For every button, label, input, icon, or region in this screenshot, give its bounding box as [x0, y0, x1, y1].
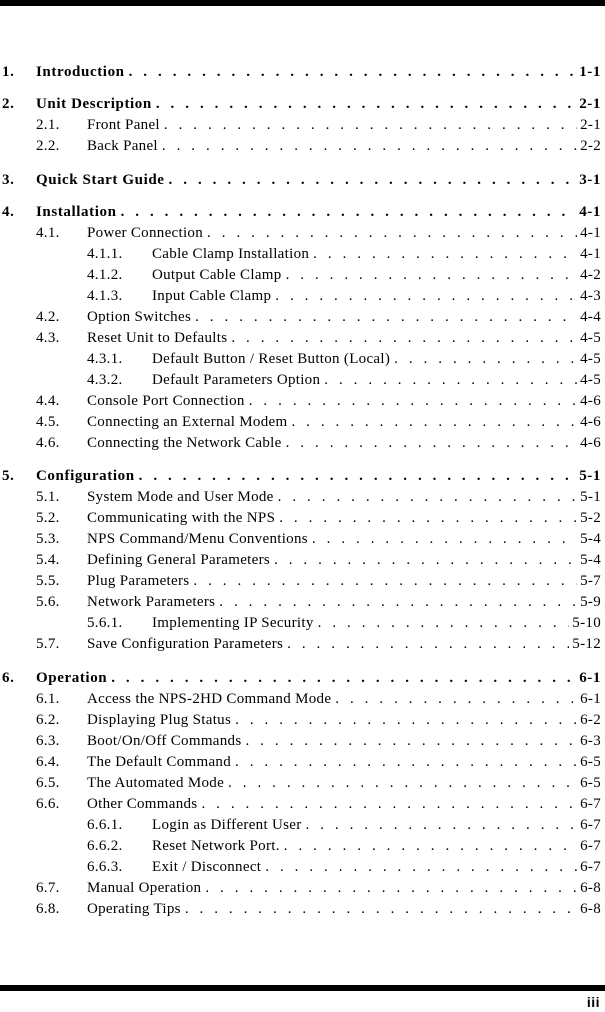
toc-entry-5[interactable] [0, 466, 605, 486]
toc-entry-4-1-3[interactable] [0, 286, 605, 306]
dot-leader [219, 592, 577, 612]
dot-leader [185, 899, 577, 919]
toc-entry-title: Operating Tips [87, 899, 185, 919]
toc-entry-title: Other Commands [87, 794, 201, 814]
toc-entry-4-5[interactable] [0, 412, 605, 432]
toc-entry-5-4[interactable] [0, 550, 605, 570]
toc-entry-number: 5.6. [36, 594, 60, 610]
toc-entry-title: Input Cable Clamp [152, 286, 275, 306]
toc-entry-number: 6.6.1. [87, 817, 123, 833]
toc-entry-page: 5-2 [577, 508, 601, 528]
toc-entry-4-4[interactable] [0, 391, 605, 411]
toc-entry-page: 4-6 [577, 391, 601, 411]
toc-entry-title: Introduction [36, 62, 129, 82]
toc-entry-page: 6-2 [577, 710, 601, 730]
toc-entry-title: The Default Command [87, 752, 235, 772]
toc-entry-page: 4-6 [577, 433, 601, 453]
toc-entry-title: Front Panel [87, 115, 164, 135]
toc-entry-number: 4.2. [36, 309, 60, 325]
toc-entry-title: Network Parameters [87, 592, 219, 612]
toc-entry-number: 4.5. [36, 414, 60, 430]
toc-entry-6-1[interactable] [0, 689, 605, 709]
toc-entry-5-6-1[interactable] [0, 613, 605, 633]
toc-entry-title: Save Configuration Parameters [87, 634, 287, 654]
toc-entry-6-6[interactable] [0, 794, 605, 814]
toc-entry-6[interactable] [0, 668, 605, 688]
toc-entry-page: 6-1 [577, 689, 601, 709]
dot-leader [335, 689, 577, 709]
toc-entry-title: Back Panel [87, 136, 162, 156]
toc-entry-title: Output Cable Clamp [152, 265, 286, 285]
dot-leader [394, 349, 577, 369]
toc-entry-page: 3-1 [576, 170, 601, 190]
toc-entry-number: 6.2. [36, 712, 60, 728]
toc-entry-page: 4-4 [577, 307, 601, 327]
toc-entry-page: 4-5 [577, 370, 601, 390]
toc-entry-number: 5.5. [36, 573, 60, 589]
toc-entry-title: Exit / Disconnect [152, 857, 265, 877]
toc-entry-number: 6.4. [36, 754, 60, 770]
toc-entry-title: Reset Network Port. [152, 836, 284, 856]
toc-entry-page: 5-10 [569, 613, 601, 633]
toc-entry-title: Operation [36, 668, 111, 688]
toc-entry-number: 4. [2, 204, 15, 220]
toc-entry-4-6[interactable] [0, 433, 605, 453]
toc-entry-title: Communicating with the NPS [87, 508, 279, 528]
dot-leader [111, 668, 576, 688]
toc-entry-page: 4-1 [577, 223, 601, 243]
toc-entry-4[interactable] [0, 202, 605, 222]
toc-entry-number: 4.1.1. [87, 246, 123, 262]
toc-entry-page: 4-5 [577, 328, 601, 348]
toc-entry-title: Console Port Connection [87, 391, 249, 411]
dot-leader [312, 529, 577, 549]
toc-entry-4-3[interactable] [0, 328, 605, 348]
toc-entry-page: 5-9 [577, 592, 601, 612]
toc-entry-title: Power Connection [87, 223, 207, 243]
toc-entry-number: 4.6. [36, 435, 60, 451]
dot-leader [286, 433, 577, 453]
toc-entry-page: 5-1 [577, 487, 601, 507]
dot-leader [286, 265, 578, 285]
toc-entry-title: Configuration [36, 466, 139, 486]
toc-entry-number: 4.1.2. [87, 267, 123, 283]
toc-entry-page: 5-12 [569, 634, 601, 654]
toc-entry-page: 4-5 [577, 349, 601, 369]
dot-leader [228, 773, 577, 793]
toc-entry-page: 4-1 [576, 202, 601, 222]
dot-leader [156, 94, 576, 114]
toc-entry-title: Access the NPS-2HD Command Mode [87, 689, 335, 709]
toc-entry-title: Unit Description [36, 94, 156, 114]
toc-entry-page: 6-7 [577, 857, 601, 877]
toc-entry-page: 2-2 [577, 136, 601, 156]
toc-entry-number: 5.4. [36, 552, 60, 568]
toc-entry-5-3[interactable] [0, 529, 605, 549]
toc-entry-page: 4-3 [577, 286, 601, 306]
toc-entry-5-5[interactable] [0, 571, 605, 591]
dot-leader [235, 752, 577, 772]
dot-leader [162, 136, 577, 156]
toc-entry-4-3-2[interactable] [0, 370, 605, 390]
toc-entry-title: Displaying Plug Status [87, 710, 235, 730]
toc-entry-number: 4.3.2. [87, 372, 123, 388]
toc-entry-title: Option Switches [87, 307, 195, 327]
toc-entry-page: 6-7 [577, 836, 601, 856]
toc-entry-page: 4-2 [577, 265, 601, 285]
toc-entry-number: 2.1. [36, 117, 60, 133]
toc-entry-number: 1. [2, 64, 15, 80]
toc-entry-title: Default Button / Reset Button (Local) [152, 349, 394, 369]
toc-entry-number: 5.1. [36, 489, 60, 505]
dot-leader [121, 202, 577, 222]
toc-entry-number: 6.7. [36, 880, 60, 896]
toc-entry-number: 6.6. [36, 796, 60, 812]
toc-entry-page: 4-6 [577, 412, 601, 432]
toc-entry-5-2[interactable] [0, 508, 605, 528]
dot-leader [287, 634, 569, 654]
dot-leader [205, 878, 577, 898]
page-number: iii [586, 994, 600, 1010]
dot-leader [249, 391, 577, 411]
dot-leader [291, 412, 577, 432]
toc-entry-4-2[interactable] [0, 307, 605, 327]
toc-entry-number: 6.8. [36, 901, 60, 917]
toc-entry-number: 3. [2, 172, 15, 188]
toc-entry-number: 5. [2, 468, 15, 484]
toc-entry-title: Plug Parameters [87, 571, 193, 591]
toc-entry-page: 6-8 [577, 878, 601, 898]
bottom-rule [0, 985, 605, 991]
toc-entry-5-6[interactable] [0, 592, 605, 612]
toc-entry-2[interactable] [0, 94, 605, 114]
dot-leader [235, 710, 577, 730]
toc-entry-number: 5.2. [36, 510, 60, 526]
toc-entry-6-5[interactable] [0, 773, 605, 793]
toc-entry-5-7[interactable] [0, 634, 605, 654]
dot-leader [318, 613, 570, 633]
toc-entry-page: 5-4 [577, 550, 601, 570]
toc-entry-title: The Automated Mode [87, 773, 228, 793]
toc-entry-page: 1-1 [576, 62, 601, 82]
dot-leader [306, 815, 578, 835]
toc-entry-4-1-2[interactable] [0, 265, 605, 285]
toc-entry-page: 6-1 [576, 668, 601, 688]
toc-entry-6-2[interactable] [0, 710, 605, 730]
toc-entry-6-6-1[interactable] [0, 815, 605, 835]
dot-leader [274, 550, 577, 570]
dot-leader [164, 115, 577, 135]
toc-entry-6-4[interactable] [0, 752, 605, 772]
toc-entry-number: 2. [2, 96, 15, 112]
toc-entry-6-6-3[interactable] [0, 857, 605, 877]
dot-leader [193, 571, 577, 591]
toc-entry-1[interactable] [0, 62, 605, 82]
toc-entry-5-1[interactable] [0, 487, 605, 507]
toc-entry-3[interactable] [0, 170, 605, 190]
toc-entry-number: 5.6.1. [87, 615, 123, 631]
toc-entry-page: 5-1 [576, 466, 601, 486]
toc-entry-4-1[interactable] [0, 223, 605, 243]
dot-leader [279, 508, 577, 528]
toc-entry-number: 4.1. [36, 225, 60, 241]
toc-entry-number: 4.3.1. [87, 351, 123, 367]
toc-entry-number: 6.6.3. [87, 859, 123, 875]
toc-entry-page: 6-7 [577, 815, 601, 835]
toc-entry-title: Reset Unit to Defaults [87, 328, 231, 348]
toc-entry-2-2[interactable] [0, 136, 605, 156]
toc-entry-page: 6-5 [577, 752, 601, 772]
toc-entry-4-3-1[interactable] [0, 349, 605, 369]
dot-leader [129, 62, 577, 82]
toc-entry-number: 4.3. [36, 330, 60, 346]
dot-leader [201, 794, 577, 814]
dot-leader [207, 223, 577, 243]
toc-entry-title: Connecting the Network Cable [87, 433, 286, 453]
toc-entry-page: 2-1 [576, 94, 601, 114]
toc-entry-page: 2-1 [577, 115, 601, 135]
toc-entry-title: Defining General Parameters [87, 550, 274, 570]
toc-entry-number: 6.3. [36, 733, 60, 749]
toc-entry-page: 6-3 [577, 731, 601, 751]
toc-entry-6-8[interactable] [0, 899, 605, 919]
toc-entry-number: 4.4. [36, 393, 60, 409]
toc-entry-title: Boot/On/Off Commands [87, 731, 245, 751]
toc-entry-number: 5.7. [36, 636, 60, 652]
toc-entry-title: Default Parameters Option [152, 370, 324, 390]
toc-entry-title: NPS Command/Menu Conventions [87, 529, 312, 549]
dot-leader [275, 286, 577, 306]
toc-entry-title: Connecting an External Modem [87, 412, 291, 432]
toc-entry-title: Installation [36, 202, 121, 222]
dot-leader [139, 466, 577, 486]
toc-entry-number: 6. [2, 670, 15, 686]
toc-entry-title: Quick Start Guide [36, 170, 169, 190]
toc-entry-title: Login as Different User [152, 815, 306, 835]
toc-entry-number: 5.3. [36, 531, 60, 547]
toc-entry-6-7[interactable] [0, 878, 605, 898]
toc-entry-page: 5-7 [577, 571, 601, 591]
toc-entry-page: 6-5 [577, 773, 601, 793]
toc-entry-number: 6.5. [36, 775, 60, 791]
toc-entry-page: 4-1 [577, 244, 601, 264]
toc-entry-page: 5-4 [577, 529, 601, 549]
dot-leader [195, 307, 577, 327]
toc-entry-title: Cable Clamp Installation [152, 244, 313, 264]
toc-entry-6-3[interactable] [0, 731, 605, 751]
toc-entry-page: 6-8 [577, 899, 601, 919]
toc-entry-title: System Mode and User Mode [87, 487, 278, 507]
toc-entry-title: Implementing IP Security [152, 613, 318, 633]
toc-entry-6-6-2[interactable] [0, 836, 605, 856]
dot-leader [313, 244, 577, 264]
dot-leader [245, 731, 577, 751]
dot-leader [231, 328, 577, 348]
dot-leader [169, 170, 577, 190]
toc-entry-number: 6.6.2. [87, 838, 123, 854]
dot-leader [265, 857, 577, 877]
toc-entry-2-1[interactable] [0, 115, 605, 135]
toc-entry-number: 2.2. [36, 138, 60, 154]
dot-leader [278, 487, 577, 507]
dot-leader [284, 836, 577, 856]
dot-leader [324, 370, 577, 390]
toc-entry-4-1-1[interactable] [0, 244, 605, 264]
toc-entry-page: 6-7 [577, 794, 601, 814]
toc-entry-number: 6.1. [36, 691, 60, 707]
toc-entry-number: 4.1.3. [87, 288, 123, 304]
toc-entry-title: Manual Operation [87, 878, 205, 898]
